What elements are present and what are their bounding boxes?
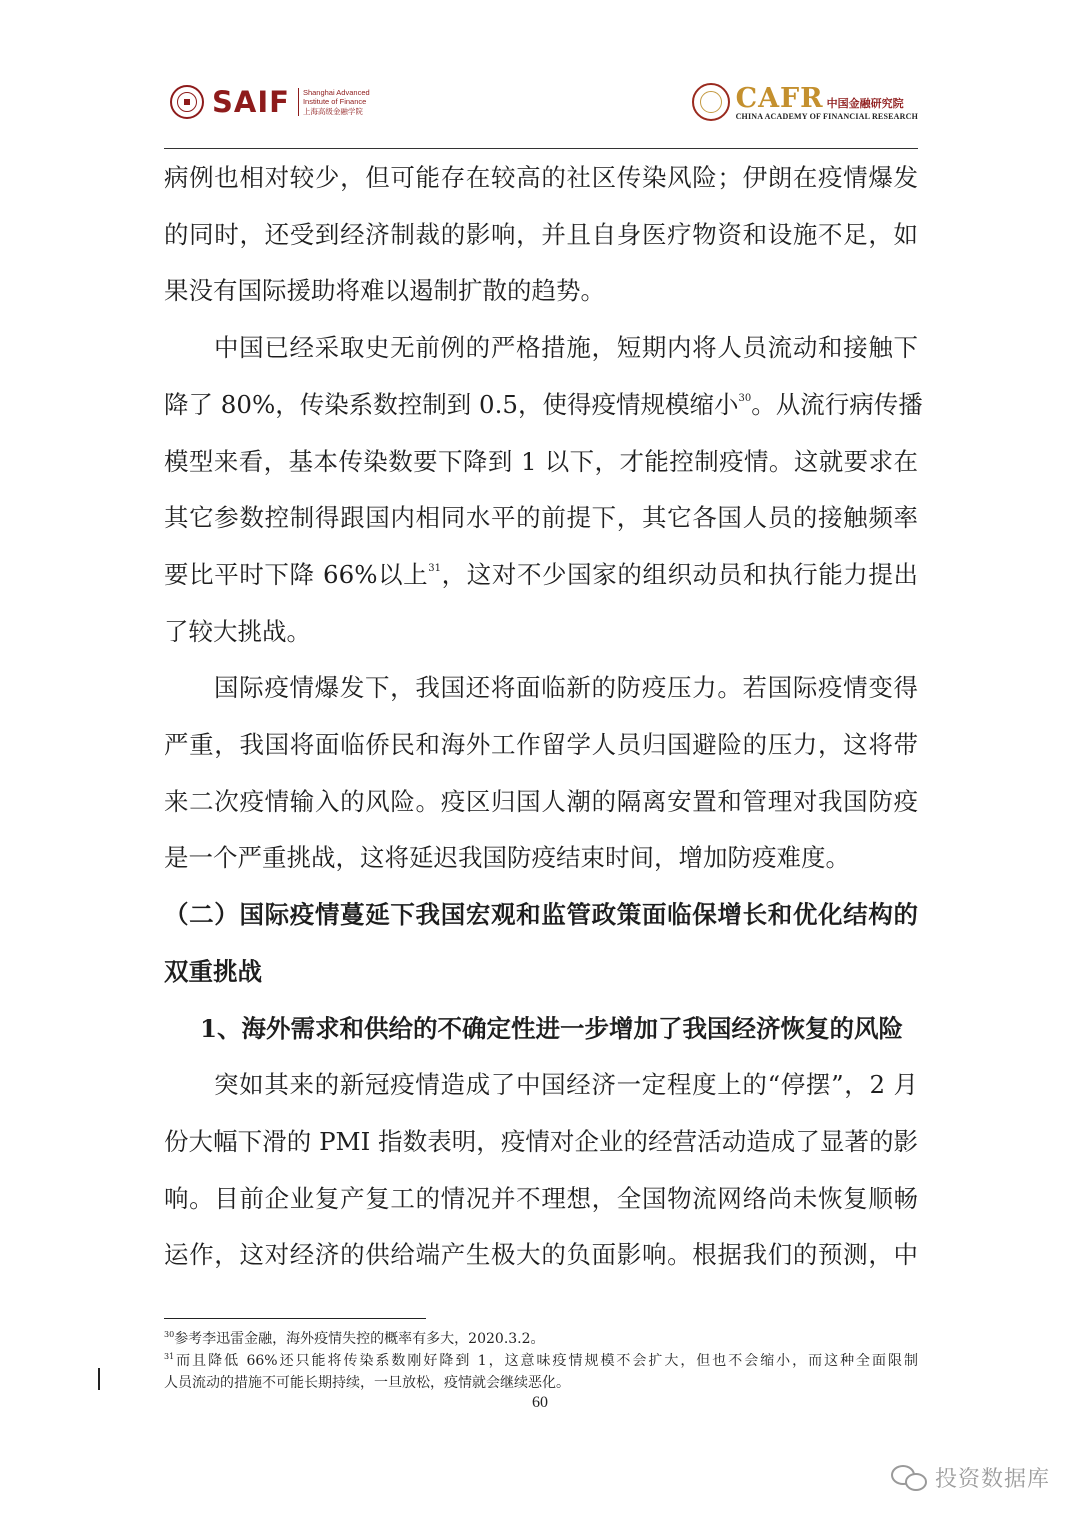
text-line: 其它参数控制得跟国内相同水平的前提下，其它各国人员的接触频率 [164, 503, 918, 533]
cafr-logo [692, 78, 918, 126]
margin-marker [98, 1368, 100, 1390]
watermark [891, 1462, 1050, 1493]
text-line: 严重，我国将面临侨民和海外工作留学人员归国避险的压力，这将带 [164, 730, 918, 760]
text-line: 运作，这对经济的供给端产生极大的负面影响。根据我们的预测，中 [164, 1240, 918, 1270]
footnote-31-continued: 人员流动的措施不可能长期持续，一旦放松，疫情就会继续恶化。 [164, 1375, 570, 1391]
university-seal-icon [170, 85, 204, 119]
footnotes [164, 1328, 918, 1394]
paragraph [164, 150, 918, 320]
footnote-text: 而且降低 66%还只能将传染系数刚好降到 1，这意味疫情规模不会扩大，但也不会缩小，而这种全面限制 [174, 1353, 918, 1369]
cafr-seal-icon [692, 83, 730, 121]
footnote-30 [164, 1328, 918, 1350]
text-line [164, 377, 923, 434]
footnote-text: 参考李迅雷金融，海外疫情失控的概率有多大，2020.3.2。 [174, 1331, 545, 1347]
text-line: 国际疫情爆发下，我国还将面临新的防疫压力。若国际疫情变得 [214, 673, 918, 703]
saif-logo-text: SAIF [212, 85, 290, 119]
text-line: 是一个严重挑战，这将延迟我国防疫结束时间，增加防疫难度。 [164, 843, 850, 873]
saif-sub-line: Shanghai Advanced [302, 87, 370, 97]
text-line: 中国已经采取史无前例的严格措施，短期内将人员流动和接触下 [214, 333, 918, 363]
document-body [164, 150, 923, 1284]
paragraph [164, 320, 923, 660]
footnote-divider [164, 1318, 426, 1319]
saif-sub-line: Institute of Finance [302, 97, 367, 107]
cafr-english-name: CHINA ACADEMY OF FINANCIAL RESEARCH [735, 112, 918, 121]
heading-line: 双重挑战 [164, 956, 262, 986]
text-span: 要比平时下降 66%以上 [164, 559, 429, 589]
text-line: 模型来看，基本传染数要下降到 1 以下，才能控制疫情。这就要求在 [164, 446, 918, 476]
text-line: 病例也相对较少，但可能存在较高的社区传染风险；伊朗在疫情爆发 [164, 163, 918, 192]
cafr-chinese-name: 中国金融研究院 [826, 97, 904, 110]
saif-subtitle [298, 88, 370, 117]
text-span: 降了 80%，传染系数控制到 0.5，使得疫情规模缩小 [164, 389, 739, 419]
footnote-ref[interactable]: 31 [428, 562, 442, 574]
text-line: 份大幅下滑的 PMI 指数表明，疫情对企业的经营活动造成了显著的影 [164, 1126, 918, 1156]
text-span: ，这对不少国家的组织动员和执行能力提出 [441, 559, 919, 589]
text-line: 来二次疫情输入的风险。疫区归国人潮的隔离安置和管理对我国防疫 [164, 786, 918, 816]
text-line: 的同时，还受到经济制裁的影响，并且自身医疗物资和设施不足，如 [164, 219, 918, 249]
footnote-number: 31 [164, 1352, 175, 1361]
text-line: 了较大挑战。 [164, 616, 311, 646]
page-number: 60 [532, 1394, 548, 1411]
watermark-text: 投资数据库 [934, 1467, 1050, 1492]
text-line: 响。目前企业复产复工的情况并不理想，全国物流网络尚未恢复顺畅 [164, 1183, 918, 1213]
header-divider [164, 148, 918, 149]
saif-logo [170, 80, 370, 124]
wechat-icon [891, 1463, 929, 1493]
text-line: 突如其来的新冠疫情造成了中国经济一定程度上的“停摆”，2 月 [214, 1070, 918, 1100]
paragraph [164, 1057, 918, 1284]
heading-line: （二）国际疫情蔓延下我国宏观和监管政策面临保增长和优化结构的 [164, 900, 918, 930]
paragraph [164, 660, 918, 887]
cafr-logo-text: CAFR [735, 83, 824, 114]
subheading: 1、海外需求和供给的不确定性进一步增加了我国经济恢复的风险 [200, 1013, 904, 1043]
section-heading [164, 887, 918, 1000]
text-line: 果没有国际援助将难以遏制扩散的趋势。 [164, 276, 605, 306]
page-header [164, 78, 918, 150]
saif-sub-line: 上海高级金融学院 [302, 106, 363, 116]
text-span: 。从流行病传播 [751, 389, 923, 419]
footnote-ref[interactable]: 30 [738, 392, 752, 404]
footnote-number: 30 [164, 1330, 175, 1339]
footnote-31 [164, 1350, 918, 1372]
text-line [164, 547, 918, 604]
